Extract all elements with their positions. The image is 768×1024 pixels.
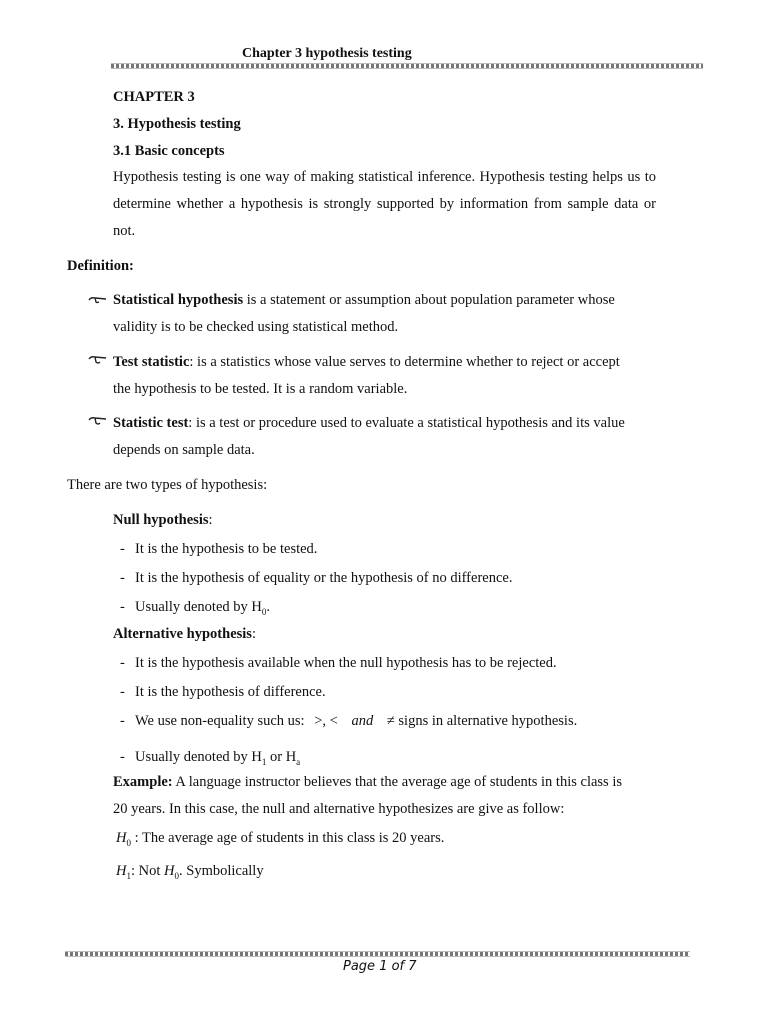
null-hypothesis-heading: Null hypothesis:	[113, 512, 213, 528]
subscript: 0	[174, 870, 179, 881]
definition-text-cont: the hypothesis to be tested. It is a random variable.	[113, 381, 408, 397]
null-hypothesis-label: Null hypothesis	[113, 512, 209, 528]
alternative-hypothesis-heading: Alternative hypothesis:	[113, 626, 256, 642]
statement-text: : Not	[130, 863, 165, 879]
page-number: Page 1 of 7	[343, 959, 417, 974]
alternative-hypothesis-label: Alternative hypothesis	[113, 626, 252, 642]
list-dash: -	[120, 570, 125, 586]
definition-item	[113, 354, 620, 371]
subscript: 0	[261, 606, 267, 617]
definition-text-cont: validity is to be checked using statistical method.	[113, 319, 399, 335]
list-item-text: Usually denoted by H	[135, 599, 262, 615]
subscript: 1	[126, 870, 131, 881]
page-header-title: Chapter 3 hypothesis testing	[242, 46, 412, 61]
list-item	[135, 749, 300, 767]
example-label: Example:	[113, 774, 173, 790]
list-item-text: Usually denoted by H	[135, 749, 262, 765]
list-item	[135, 713, 577, 730]
pointing-hand-icon	[88, 294, 108, 306]
subscript: 1	[261, 756, 267, 767]
math-h: H	[164, 863, 175, 879]
pointing-hand-icon	[88, 416, 108, 428]
definition-text: is a statement or assumption about population parameter whose	[243, 292, 615, 308]
types-intro: There are two types of hypothesis:	[67, 477, 268, 493]
list-dash: -	[120, 655, 125, 671]
definition-term: Statistical hypothesis	[113, 292, 244, 308]
list-item-text: or H	[266, 749, 297, 765]
definition-item	[113, 292, 615, 309]
definition-term: Test statistic	[113, 354, 190, 370]
header-rule	[111, 63, 703, 69]
example-text-cont: 20 years. In this case, the null and alternative hypothesizes are give as follow:	[113, 801, 565, 817]
definition-item	[113, 415, 625, 432]
definition-heading: Definition:	[67, 258, 134, 274]
list-item-end: .	[266, 599, 270, 615]
alternative-hypothesis-statement	[116, 863, 264, 881]
list-item: It is the hypothesis of difference.	[135, 684, 326, 700]
list-item-text: We use non-equality such us:	[135, 713, 305, 729]
footer-rule	[65, 951, 690, 957]
subscript: 0	[126, 837, 131, 848]
list-dash: -	[120, 541, 125, 557]
section-title: 3. Hypothesis testing	[113, 116, 241, 132]
subsection-title: 3.1 Basic concepts	[113, 143, 225, 159]
example-text: A language instructor believes that the average age of students in this class is	[172, 774, 622, 790]
math-h: H	[116, 830, 127, 846]
list-dash: -	[120, 684, 125, 700]
subscript: a	[296, 756, 301, 767]
math-and: and	[351, 713, 374, 729]
list-item: It is the hypothesis to be tested.	[135, 541, 318, 557]
pointing-hand-icon	[88, 355, 108, 367]
list-dash: -	[120, 599, 125, 615]
statement-text: : The average age of students in this class is 20 years.	[130, 830, 445, 846]
definition-text: : is a test or procedure used to evaluate a statistical hypothesis and its value	[188, 415, 625, 431]
example-line	[113, 774, 622, 791]
definition-text-cont: depends on sample data.	[113, 442, 255, 458]
definition-term: Statistic test	[113, 415, 189, 431]
list-dash: -	[120, 713, 125, 729]
list-dash: -	[120, 749, 125, 765]
list-item: It is the hypothesis available when the null hypothesis has to be rejected.	[135, 655, 557, 671]
chapter-label: CHAPTER 3	[113, 89, 195, 105]
intro-paragraph: Hypothesis testing is one way of making statistical inference. Hypothesis testing helps us to determine whether a hypothesis is strongly supported by information from sample data or not.	[113, 169, 656, 239]
definition-text: : is a statistics whose value serves to determine whether to reject or accept	[189, 354, 620, 370]
null-hypothesis-statement	[116, 830, 444, 848]
math-symbols: >, <	[314, 713, 338, 729]
not-equal-symbol: ≠	[386, 713, 395, 729]
statement-text-end: . Symbolically	[179, 863, 264, 879]
math-h: H	[116, 863, 127, 879]
list-item: It is the hypothesis of equality or the hypothesis of no difference.	[135, 570, 513, 586]
list-item	[135, 599, 270, 617]
list-item-text-end: signs in alternative hypothesis.	[398, 713, 578, 729]
